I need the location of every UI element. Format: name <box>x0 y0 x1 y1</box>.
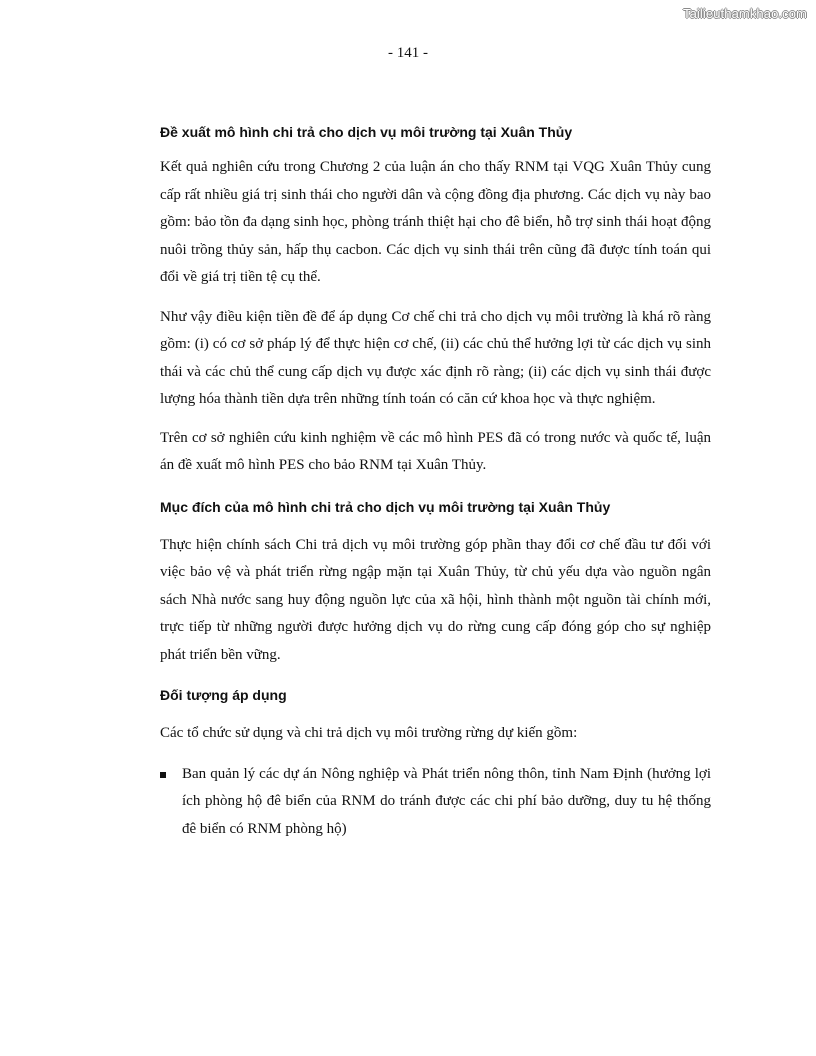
square-bullet-icon <box>160 772 166 778</box>
list-item <box>160 761 711 844</box>
document-body <box>160 118 711 843</box>
paragraph-research-results: Kết quả nghiên cứu trong Chương 2 của luận án cho thấy RNM tại VQG Xuân Thủy cung cấp rất nhiều giá trị sinh thái cho người dân và cộng đồng địa phương. Các dịch vụ này bao gồm: bảo tồn đa dạng sinh học, phòng tránh thiệt hại cho đê biển, hỗ trợ sinh thái hoạt động nuôi trồng thủy sản, hấp thụ cacbon. Các dịch vụ sinh thái trên cũng đã được tính toán qui đổi về giá trị tiền tệ cụ thể. <box>160 159 711 285</box>
page-number: - 141 - <box>388 45 428 61</box>
paragraph-preconditions: Như vậy điều kiện tiền đề để áp dụng Cơ chế chi trả cho dịch vụ môi trường là khá rõ ràng gồm: (i) có cơ sở pháp lý để thực hiện cơ chế, (ii) các chủ thể hưởng lợi từ các dịch vụ sinh thái và các chủ thể cung cấp dịch vụ được xác định rõ ràng; (ii) các dịch vụ sinh thái được lượng hóa thành tiền dựa trên những tính toán có căn cứ khoa học và thực nghiệm. <box>160 308 711 407</box>
paragraph-purpose: Thực hiện chính sách Chi trả dịch vụ môi trường góp phần thay đổi cơ chế đầu tư đối với việc bảo vệ và phát triển rừng ngập mặn tại Xuân Thủy, từ chủ yếu dựa vào nguồn ngân sách Nhà nước sang huy động nguồn lực của xã hội, hình thành một nguồn tài chính mới, trực tiếp từ những người được hưởng dịch vụ do rừng cung cấp đóng góp cho sự nghiệp phát triển bền vững. <box>160 536 711 663</box>
watermark: Tailieuthamkhao.com <box>682 6 807 21</box>
heading-pes-proposal: Đề xuất mô hình chi trả cho dịch vụ môi trường tại Xuân Thủy <box>160 124 573 140</box>
paragraph-organizations-intro: Các tổ chức sử dụng và chi trả dịch vụ môi trường rừng dự kiến gồm: <box>160 725 578 741</box>
paragraph-pes-proposal: Trên cơ sở nghiên cứu kinh nghiệm về các mô hình PES đã có trong nước và quốc tế, luận án đề xuất mô hình PES cho bảo RNM tại Xuân Thủy. <box>160 429 711 473</box>
heading-pes-purpose: Mục đích của mô hình chi trả cho dịch vụ môi trường tại Xuân Thủy <box>160 498 611 515</box>
heading-target-subjects: Đối tượng áp dụng <box>160 687 287 703</box>
organizations-list <box>160 761 711 844</box>
list-item-text: Ban quản lý các dự án Nông nghiệp và Phát triển nông thôn, tỉnh Nam Định (hưởng lợi ích phòng hộ đê biển của RNM do tránh được các chi phí bảo dưỡng, duy tu hệ thống đê biển có RNM phòng hộ) <box>182 765 711 837</box>
